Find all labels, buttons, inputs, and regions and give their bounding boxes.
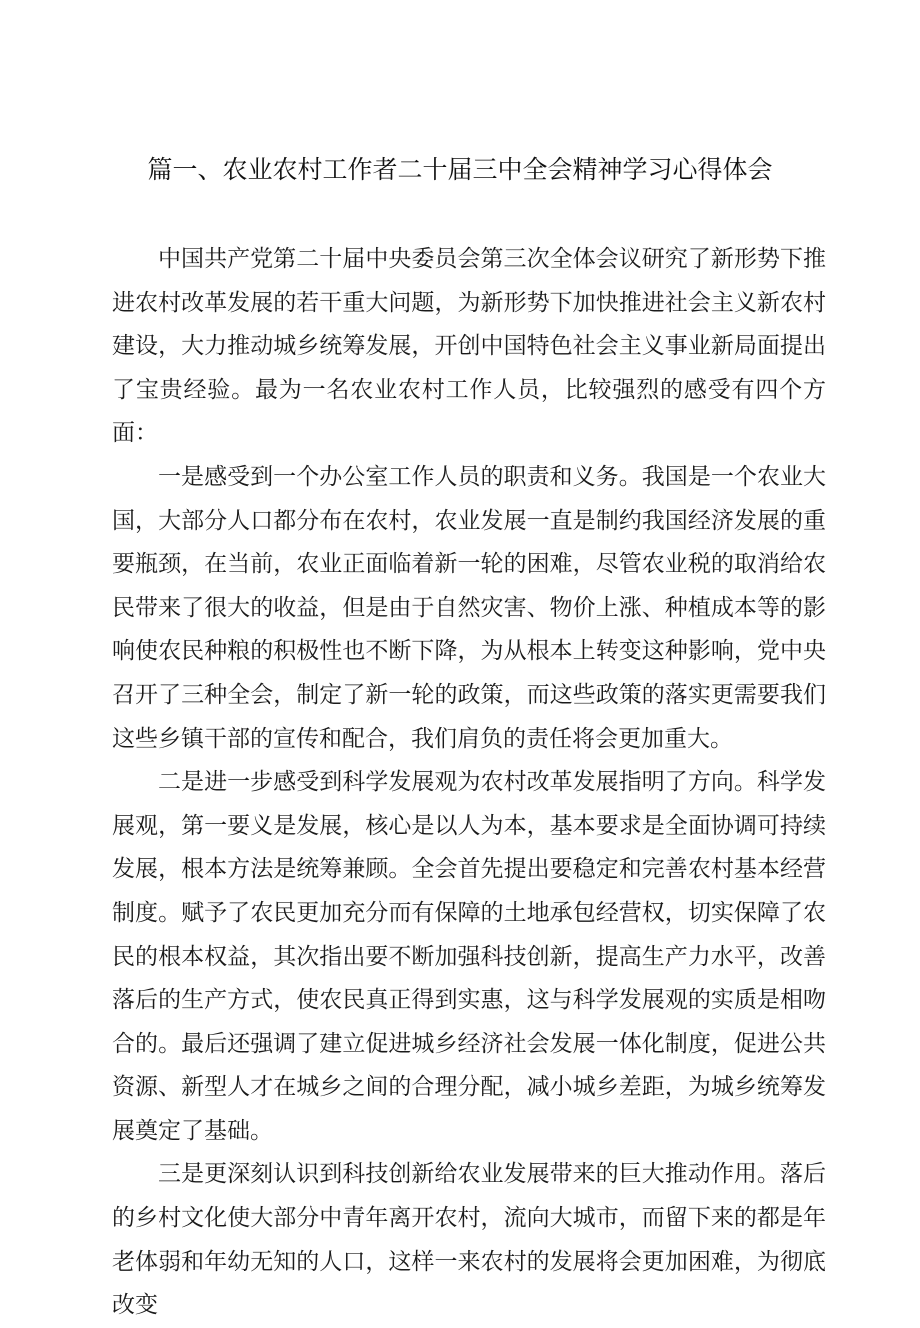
paragraph-point-one: 一是感受到一个办公室工作人员的职责和义务。我国是一个农业大国，大部分人口都分布在农村，农业发展一直是制约我国经济发展的重要瓶颈，在当前，农业正面临着新一轮的困难，尽管农业税的取消给农民带来了很大的收益，但是由于自然灾害、物价上涨、种植成本等的影响使农民种粮的积极性也不断下降，为从根本上转变这种影响，党中央召开了三种全会，制定了新一轮的政策，而这些政策的落实更需要我们这些乡镇干部的宣传和配合，我们肩负的责任将会更加重大。 — [112, 463, 826, 752]
paragraph-intro: 中国共产党第二十届中央委员会第三次全体会议研究了新形势下推进农村改革发展的若干重大问题，为新形势下加快推进社会主义新农村建设，大力推动城乡统筹发展，开创中国特色社会主义事业新局面提出了宝贵经验。最为一名农业农村工作人员，比较强烈的感受有四个方面： — [112, 246, 826, 447]
document-body — [112, 238, 826, 1328]
paragraph-point-three: 三是更深刻认识到科技创新给农业发展带来的巨大推动作用。落后的乡村文化使大部分中青年离开农村，流向大城市，而留下来的都是年老体弱和年幼无知的人口，这样一来农村的发展将会更加困难，为彻底改变 — [112, 1161, 826, 1319]
paragraph-point-two: 二是进一步感受到科学发展观为农村改革发展指明了方向。科学发展观，第一要义是发展，核心是以人为本，基本要求是全面协调可持续发展，根本方法是统筹兼顾。全会首先提出要稳定和完善农村基本经营制度。赋予了农民更加充分而有保障的土地承包经营权，切实保障了农民的根本权益，其次指出要不断加强科技创新，提高生产力水平，改善落后的生产方式，使农民真正得到实惠，这与科学发展观的实质是相吻合的。最后还强调了建立促进城乡经济社会发展一体化制度，促进公共资源、新型人才在城乡之间的合理分配，减小城乡差距，为城乡统筹发展奠定了基础。 — [112, 769, 826, 1144]
document-title: 篇一、农业农村工作者二十届三中全会精神学习心得体会 — [147, 155, 773, 184]
